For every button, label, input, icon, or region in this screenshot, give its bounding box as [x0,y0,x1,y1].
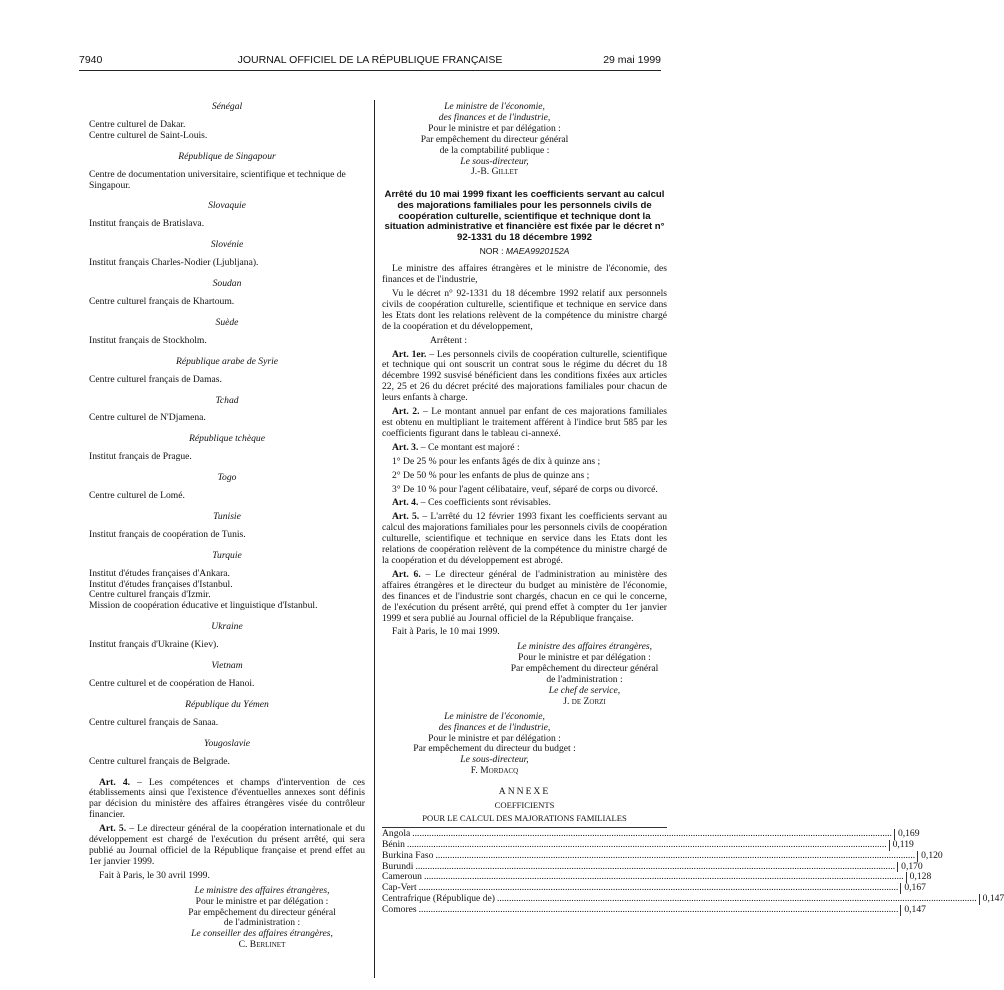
article-label: Art. 3. [392,441,419,453]
country-heading: Sénégal [211,101,243,112]
country-heading: Vietnam [211,660,243,672]
dot-leader: ........................................................................................................................................................................................................ [412,827,892,839]
article-1 [382,350,667,405]
institution-entry: Institut français de coopération de Tunis. [89,528,246,540]
decree-title: Arrêté du 10 mai 1999 fixant les coefficients servant au calcul des majorations familiales pour les personnels civils de coopération culturelle, scientifique et technique dont la situation administrative et financière est fixée par le décret n° 92-1331 du 18 décembre 1992 [384,189,665,243]
article-label: Art. 2. [392,406,420,418]
article-label: Art. 1er. [392,348,427,360]
article-label: Art. 5. [392,511,420,523]
coefficient-cell: 0,147 [900,905,926,916]
coefficients-subtitle: POUR LE CALCUL DES MAJORATIONS FAMILIALES [422,813,627,823]
signatory-name: F. Mordacq [470,765,519,777]
signature-block [502,642,667,707]
institution-entry: Institut français de Prague. [89,451,192,463]
country-group [89,473,365,502]
article-4 [89,778,365,822]
country-group [89,152,365,192]
institution-entry: Centre culturel français d'Izmir. [89,589,211,601]
sig-line: Le ministre des affaires étrangères, [194,884,330,896]
sig-line: Par empêchement du directeur général [420,133,569,145]
institution-entry: Institut français d'Ukraine (Kiev). [89,639,219,651]
article-label: Art. 5. [99,823,127,835]
article-4 [382,498,667,509]
coefficients-title: COEFFICIENTS [494,800,555,811]
country-heading: Slovénie [210,239,244,251]
sig-line: Le chef de service, [548,684,621,696]
coefficient-cell: 0,169 [894,829,920,840]
sig-line: Le sous-directeur, [460,754,529,766]
country-heading: Suède [215,316,239,328]
institution-entry: Centre culturel français de Sanaa. [89,716,219,728]
country-heading: République du Yémen [185,698,269,710]
institution-entry: Centre culturel de Dakar. [89,118,186,130]
article-3 [382,443,667,454]
article-3-item: 2° De 50 % pour les enfants de plus de quinze ans ; [392,469,590,481]
institution-entry: Mission de coopération éducative et linguistique d'Istanbul. [89,600,318,612]
sig-line: Le sous-directeur, [460,155,529,167]
dot-leader: ........................................................................................................................................................................................................ [415,860,896,872]
country-group [89,102,365,142]
nor-code: MAEA9920152A [505,246,570,257]
country-heading: République de Singapour [178,150,276,162]
nor-label: NOR : [479,246,506,257]
signature-block [159,886,365,951]
institution-entry: Institut français de Stockholm. [89,334,207,346]
institution-entry: Institut français Charles-Nodier (Ljubljana). [89,257,259,269]
country-group [89,396,365,425]
coefficient-cell: 0,167 [900,883,926,894]
dot-leader: ........................................................................................................................................................................................................ [418,882,899,894]
country-heading: Tchad [215,394,239,406]
country-group [89,739,365,768]
sig-line: de la comptabilité publique : [439,144,550,156]
sig-line: Pour le ministre et par délégation : [428,122,561,134]
article-3-item: 1° De 25 % pour les enfants âgés de dix à quinze ans ; [392,455,601,467]
dot-leader: ........................................................................................................................................................................................................ [418,904,899,916]
coefficient-cell: 0,170 [897,862,923,873]
country-heading: République tchèque [189,433,265,445]
article-3-item: 3° De 10 % pour l'agent célibataire, veuf, séparé de corps ou divorcé. [392,483,658,495]
table-row [382,904,926,916]
article-text: – Le directeur général de l'administration au ministère des affaires étrangères et le directeur du budget au ministère de l'économie, des finances et de l'industrie sont chargés, chacun en ce qui le concerne, de l'exécution du présent arrêté, qui prend effet à compter du 1er janvier 1999 et sera publié au Journal officiel de la République française. [382,568,668,624]
preamble: Le ministre des affaires étrangères et le ministre de l'économie, des finances et de l'industrie, [382,263,667,286]
country-cell: Centrafrique (République de) [382,893,495,905]
country-cell: Angola [382,827,411,839]
country-cell: Cameroun [382,871,422,883]
journal-title: JOURNAL OFFICIEL DE LA RÉPUBLIQUE FRANÇAISE [237,54,503,66]
dot-leader: ........................................................................................................................................................................................................ [423,871,904,883]
article-text: – Les compétences et champs d'intervention de ces établissements ainsi que l'existence d'éventuelles annexes sont définis par décision du ministère des affaires étrangères visée du contrôleur financier. [89,776,366,821]
institution-entry: Institut d'études françaises d'Ankara. [89,567,230,579]
country-group [89,357,365,386]
country-group [89,512,365,541]
article-text: – Ce montant est majoré : [418,441,520,453]
article-text: – Ces coefficients sont révisables. [418,497,551,509]
country-group [89,279,365,308]
coefficient-cell: 0,119 [889,840,914,851]
dot-leader: ........................................................................................................................................................................................................ [406,838,887,850]
nor-reference [382,246,667,257]
done-at: Fait à Paris, le 10 mai 1999. [392,626,500,638]
sig-line: Par empêchement du directeur général [188,906,336,918]
sig-line: de l'administration : [223,917,301,929]
page-header [79,54,661,70]
sig-line: de l'administration : [546,674,623,686]
signatory-name: J.-B. Gillet [471,166,518,178]
institution-entry: Centre de documentation universitaire, scientifique et technique de Singapour. [89,168,346,191]
country-heading: Tunisie [213,510,241,522]
signature-block [382,712,607,777]
sig-line: Le ministre des affaires étrangères, [516,641,653,653]
institution-entry: Centre culturel de Saint-Louis. [89,129,208,141]
article-6 [382,570,667,625]
done-at: Fait à Paris, le 30 avril 1999. [99,869,210,881]
signatory-name: J. de Zorzi [563,695,606,707]
right-column [382,101,1004,916]
article-2 [382,407,667,440]
left-column [89,102,365,951]
country-group [89,240,365,269]
country-group [89,661,365,690]
article-label: Art. 4. [392,497,419,509]
institution-entry: Centre culturel et de coopération de Hanoi. [89,678,255,689]
country-cell: Cap-Vert [382,882,417,894]
page-number: 7940 [79,54,103,66]
annex-heading: ANNEXE [498,786,551,798]
article-text: – Les personnels civils de coopération culturelle, scientifique et technique qui ont souscrit un contrat sous le régime du décret du 18 décembre 1992 susvisé bénéficient dans les conditions fixées aux articles 22, 25 et 26 du décret précité des majorations familiales pour chacun de leurs enfants à charge. [382,348,668,404]
institution-entry: Institut français de Bratislava. [89,218,205,230]
country-group [89,700,365,729]
country-heading: Yougoslavie [203,737,251,749]
signatory-name: C. Berlinet [238,939,286,951]
institution-entry: Centre culturel français de Khartoum. [89,295,235,307]
issue-date: 29 mai 1999 [603,54,661,66]
dot-leader: ........................................................................................................................................................................................................ [496,893,977,905]
country-cell: Comores [382,904,417,916]
sig-line: Pour le ministre et par délégation : [428,732,561,744]
country-heading: Ukraine [211,621,243,633]
sig-line: Par empêchement du directeur général [510,663,659,675]
country-heading: Soudan [212,278,242,290]
arretent: Arrêtent : [430,334,468,346]
country-group [89,201,365,230]
table-row [382,849,943,862]
sig-line: Par empêchement du directeur du budget : [413,743,576,755]
country-heading: Togo [217,472,237,484]
coefficient-cell: 0,147 [979,894,1004,905]
coefficient-cell: 0,120 [917,851,943,862]
article-5 [89,824,365,868]
sig-line: Le ministre de l'économie, [444,101,545,112]
sig-line: Le conseiller des affaires étrangères, [191,928,333,940]
coefficients-table [382,827,1004,916]
institution-entry: Centre culturel français de Damas. [89,373,222,385]
country-list [89,102,365,768]
signature-block [382,102,607,178]
country-cell: Burundi [382,860,414,872]
country-heading: Slovaquie [208,200,246,212]
country-heading: Turquie [212,549,242,561]
article-text: – Le montant annuel par enfant de ces majorations familiales est obtenu en multipliant le traitement afférent à l'indice brut 585 par les coefficients figurant dans le tableau ci-annexé. [382,406,668,439]
country-cell: Bénin [382,838,405,850]
dot-leader: ........................................................................................................................................................................................................ [435,849,916,861]
sig-line: Pour le ministre et par délégation : [195,895,329,907]
sig-line: des finances et de l'industrie, [438,111,551,123]
institution-entry: Institut d'études françaises d'Istanbul. [89,578,233,590]
header-rule [79,70,661,71]
country-group [89,551,365,613]
institution-entry: Centre culturel de N'Djamena. [89,412,206,424]
sig-line: des finances et de l'industrie, [438,721,551,733]
country-group [89,318,365,347]
visa: Vu le décret n° 92-1331 du 18 décembre 1992 relatif aux personnels civils de coopération culturelle, scientifique et technique en service dans les Etats dont les relations relèvent de la compétence du ministre chargé de la coopération et du développement, [382,288,667,332]
institution-entry: Centre culturel français de Belgrade. [89,755,230,767]
sig-line: Le ministre de l'économie, [444,710,545,722]
institution-entry: Centre culturel de Lomé. [89,490,185,502]
country-cell: Burkina Faso [382,849,434,861]
country-group [89,622,365,651]
article-label: Art. 6. [392,568,421,580]
column-divider [374,100,375,978]
country-group [89,434,365,463]
coefficient-cell: 0,128 [906,872,932,883]
article-text: – Le directeur général de la coopération internationale et du développement est chargé de l'exécution du présent arrêté, qui sera publié au Journal officiel de la République française et prend effet au 1er janvier 1999. [89,823,365,867]
article-5 [382,512,667,567]
article-label: Art. 4. [99,776,131,788]
article-text: – L'arrêté du 12 février 1993 fixant les coefficients servant au calcul des majorations familiales pour les personnels civils de coopération culturelle, scientifique et technique en service dans les Etats dont les relations de coopération relèvent de la compétence du ministre chargé de la coopération et du développement est abrogé. [382,511,667,566]
sig-line: Pour le ministre et par délégation : [518,652,651,664]
country-heading: République arabe de Syrie [175,355,279,367]
